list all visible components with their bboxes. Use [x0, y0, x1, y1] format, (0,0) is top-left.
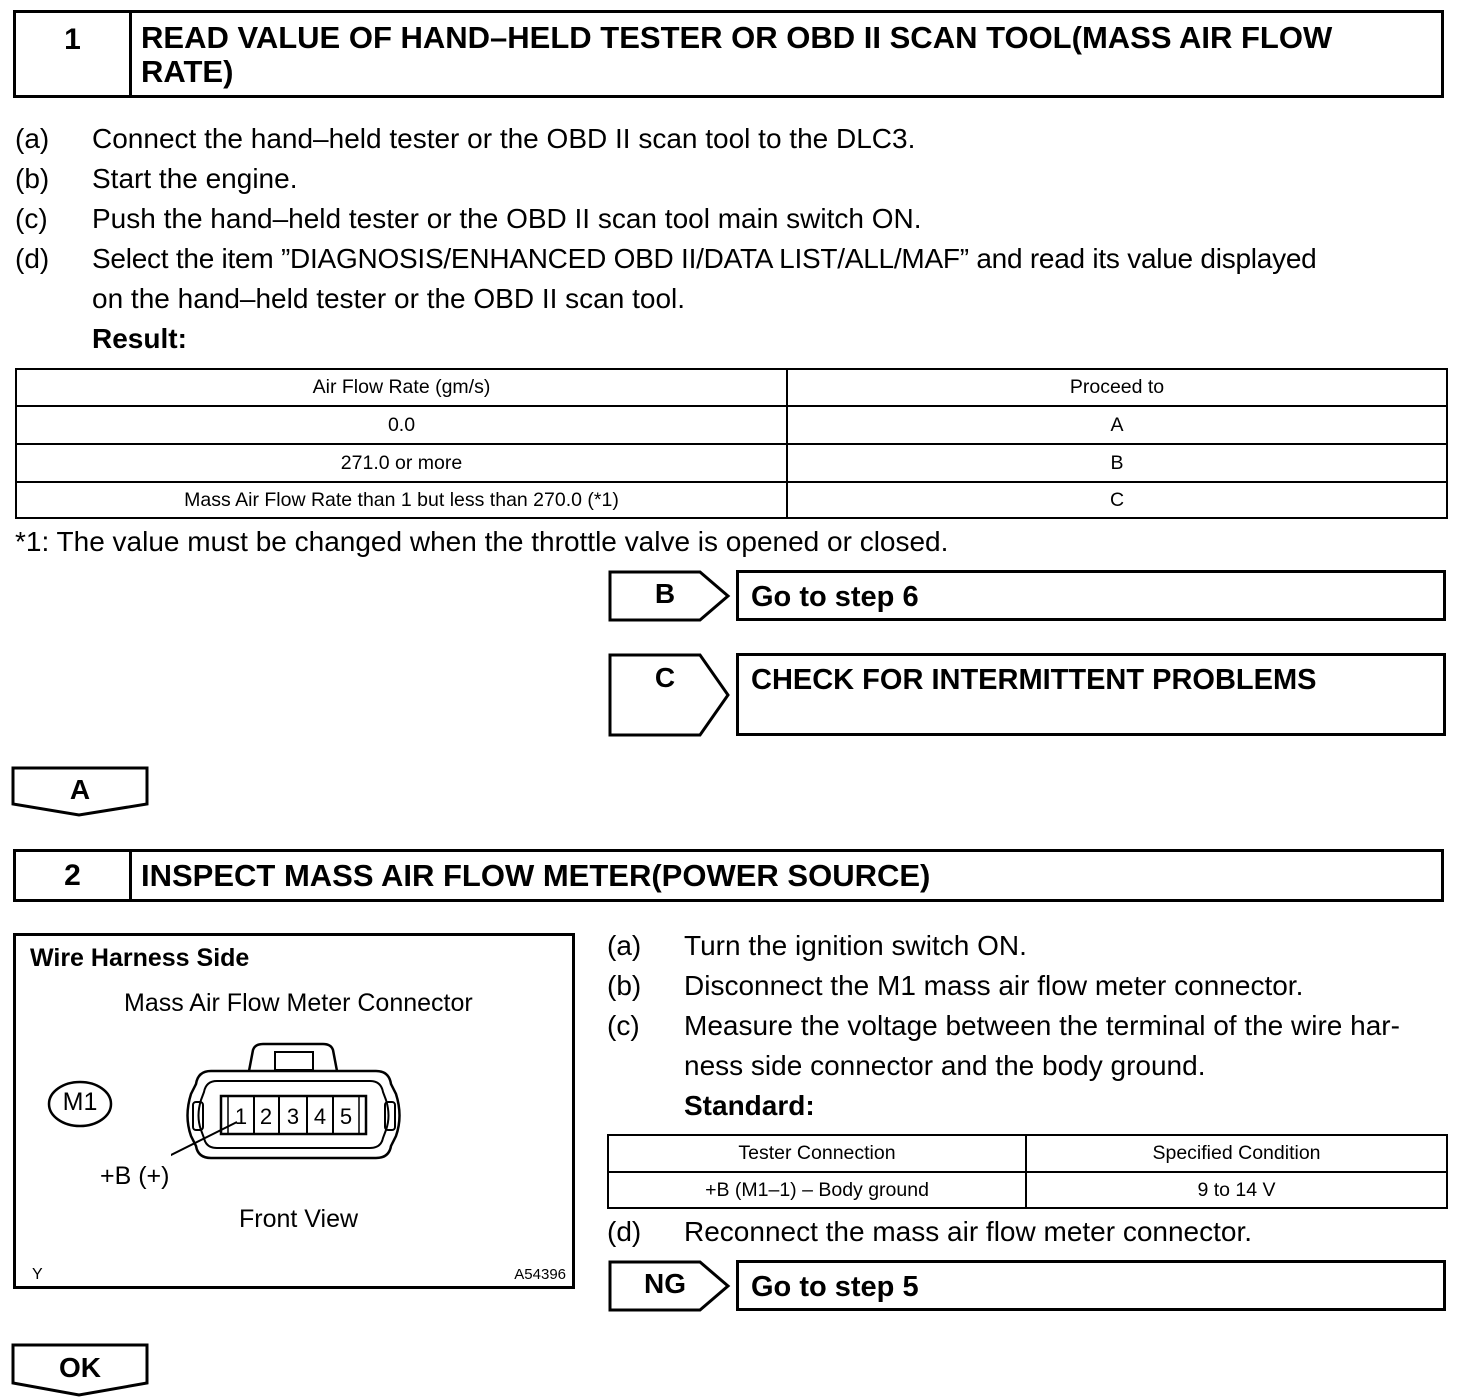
step-number: 2 — [16, 852, 132, 899]
instruction-b — [607, 970, 1304, 1001]
item-label: (a) — [15, 123, 50, 154]
figure-id: A54396 — [514, 1266, 566, 1283]
item-label: (b) — [607, 970, 642, 1001]
table-header: Proceed to — [787, 369, 1447, 406]
table-header: Specified Condition — [1026, 1135, 1447, 1172]
item-text: Select the item ”DIAGNOSIS/ENHANCED OBD II/DATA LIST/ALL/MAF” and read its value displayed — [92, 243, 1317, 274]
standard-label: Standard: — [684, 1090, 815, 1121]
result-table — [15, 368, 1448, 519]
view-label: Front View — [239, 1205, 359, 1233]
branch-c-tag: C — [654, 662, 676, 693]
item-label: (c) — [15, 203, 48, 234]
standard-table — [607, 1134, 1448, 1209]
item-text: Start the engine. — [92, 163, 298, 194]
step-title — [141, 21, 1431, 89]
footnote: *1: The value must be changed when the throttle valve is opened or closed. — [15, 526, 949, 557]
step-2-header — [13, 849, 1444, 902]
branch-b-tag: B — [654, 578, 676, 609]
branch-ok-tag: OK — [59, 1352, 101, 1383]
pin-5-label: 5 — [339, 1104, 353, 1129]
item-label: (c) — [607, 1010, 640, 1041]
branch-b-result: Go to step 6 — [736, 570, 1446, 621]
step-title: INSPECT MASS AIR FLOW METER(POWER SOURCE) — [141, 858, 931, 893]
instruction-d — [15, 243, 1317, 274]
pin-1-label: 1 — [234, 1104, 248, 1129]
item-label: (a) — [607, 930, 642, 961]
branch-ng-result: Go to step 5 — [736, 1260, 1446, 1311]
table-row — [16, 406, 1447, 444]
step-number: 1 — [16, 13, 132, 95]
table-header: Tester Connection — [608, 1135, 1026, 1172]
figure-corner-left: Y — [32, 1266, 43, 1283]
instruction-c-continued: ness side connector and the body ground. — [684, 1050, 1206, 1081]
instruction-b — [15, 163, 298, 194]
table-row — [16, 444, 1447, 482]
table-header: Air Flow Rate (gm/s) — [16, 369, 787, 406]
item-text: Disconnect the M1 mass air flow meter connector. — [684, 970, 1304, 1001]
table-header-row — [608, 1135, 1447, 1172]
item-text: Reconnect the mass air flow meter connector. — [684, 1216, 1253, 1247]
instruction-c — [15, 203, 922, 234]
table-cell: +B (M1–1) – Body ground — [608, 1172, 1026, 1208]
terminal-label: +B (+) — [100, 1162, 170, 1190]
table-row — [16, 482, 1447, 518]
result-label: Result: — [92, 323, 187, 354]
table-cell: C — [787, 482, 1447, 518]
item-text: Connect the hand–held tester or the OBD II scan tool to the DLC3. — [92, 123, 916, 154]
table-cell: A — [787, 406, 1447, 444]
table-cell: 9 to 14 V — [1026, 1172, 1447, 1208]
connector-front-view-icon — [171, 1036, 421, 1166]
branch-a-tag: A — [69, 774, 91, 805]
connector-figure — [13, 933, 575, 1289]
connector-id: M1 — [62, 1088, 98, 1116]
item-text: Measure the voltage between the terminal of the wire har- — [684, 1010, 1400, 1041]
pin-4-label: 4 — [313, 1104, 327, 1129]
instruction-d — [607, 1216, 1253, 1247]
figure-heading: Wire Harness Side — [30, 944, 250, 972]
pin-3-label: 3 — [286, 1104, 300, 1129]
item-label: (d) — [15, 243, 50, 274]
item-text: Push the hand–held tester or the OBD II scan tool main switch ON. — [92, 203, 922, 234]
step-1-header — [13, 10, 1444, 98]
item-text: Turn the ignition switch ON. — [684, 930, 1027, 961]
figure-caption: Mass Air Flow Meter Connector — [124, 989, 473, 1017]
table-cell: 271.0 or more — [16, 444, 787, 482]
item-label: (d) — [607, 1216, 642, 1247]
branch-ng-tag: NG — [644, 1268, 686, 1299]
pin-2-label: 2 — [259, 1104, 273, 1129]
table-cell: 0.0 — [16, 406, 787, 444]
item-label: (b) — [15, 163, 50, 194]
instruction-a — [607, 930, 1027, 961]
table-row — [608, 1172, 1447, 1208]
table-cell: Mass Air Flow Rate than 1 but less than 270.0 (*1) — [16, 482, 787, 518]
instruction-a — [15, 123, 916, 154]
branch-c-result: CHECK FOR INTERMITTENT PROBLEMS — [736, 653, 1446, 736]
step-title-line-1: READ VALUE OF HAND–HELD TESTER OR OBD II SCAN TOOL(MASS AIR FLOW — [141, 20, 1333, 55]
instruction-c — [607, 1010, 1400, 1041]
table-cell: B — [787, 444, 1447, 482]
instruction-d-continued: on the hand–held tester or the OBD II scan tool. — [92, 283, 686, 314]
step-title-line-2: RATE) — [141, 54, 234, 89]
table-header-row — [16, 369, 1447, 406]
